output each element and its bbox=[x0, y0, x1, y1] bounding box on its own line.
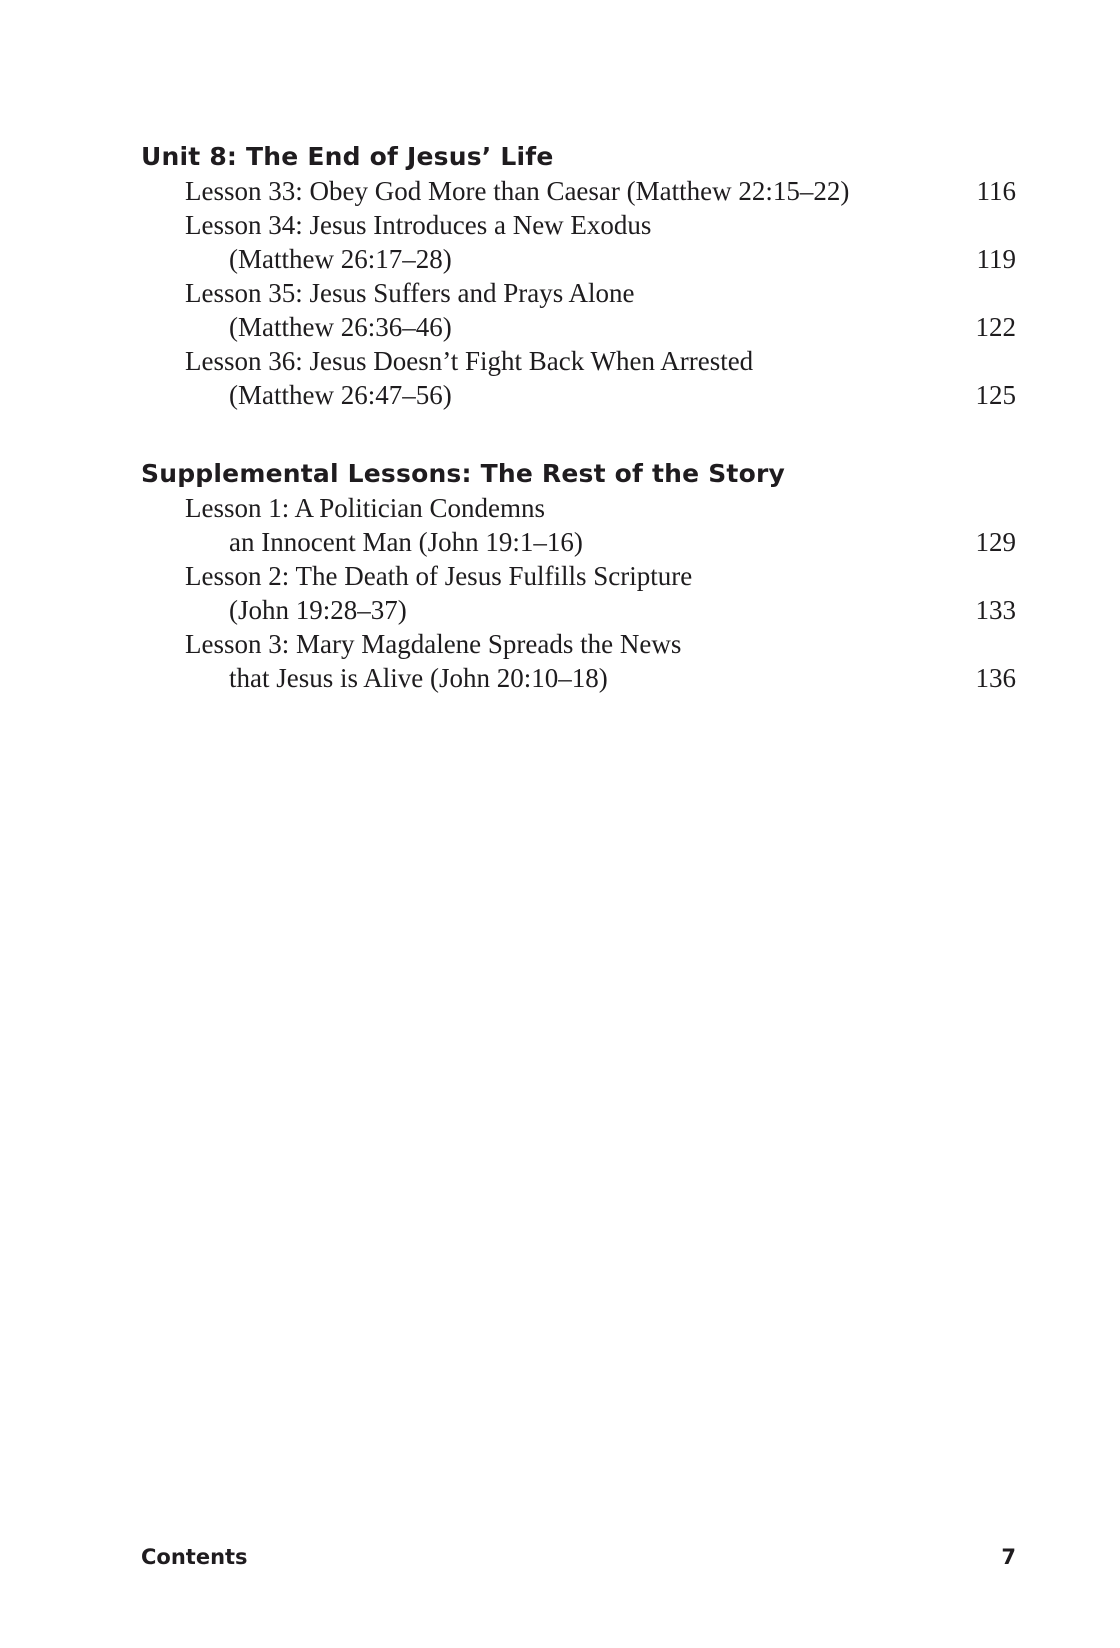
entry-page-number: 122 bbox=[975, 312, 1016, 342]
toc-entry-lesson-33[interactable] bbox=[141, 174, 1016, 208]
entry-title: Lesson 33: Obey God More than Caesar (Matthew 22:15–22) bbox=[185, 176, 850, 206]
toc-entry-supplemental-lesson-1[interactable] bbox=[141, 491, 1016, 559]
running-footer-section-label: Contents bbox=[141, 1545, 248, 1569]
toc-section-unit-8 bbox=[141, 140, 1016, 412]
entry-title-continuation bbox=[141, 661, 1016, 695]
entry-page-number: 133 bbox=[975, 595, 1016, 625]
entry-title-continuation bbox=[141, 242, 1016, 276]
entry-title-continuation bbox=[141, 378, 1016, 412]
entry-title-continuation bbox=[141, 310, 1016, 344]
section-heading: Supplemental Lessons: The Rest of the Story bbox=[141, 459, 785, 488]
entry-title: Lesson 3: Mary Magdalene Spreads the News bbox=[185, 629, 682, 659]
entry-title-continuation bbox=[141, 593, 1016, 627]
entry-reference: (Matthew 26:47–56) bbox=[229, 380, 452, 410]
entry-title-continuation bbox=[141, 525, 1016, 559]
entry-page-number: 125 bbox=[975, 380, 1016, 410]
entry-title: Lesson 1: A Politician Condemns bbox=[185, 493, 546, 523]
section-heading: Unit 8: The End of Jesus’ Life bbox=[141, 142, 554, 171]
entry-title: Lesson 2: The Death of Jesus Fulfills Scripture bbox=[185, 561, 693, 591]
toc-entry-lesson-36[interactable] bbox=[141, 344, 1016, 412]
entry-title: Lesson 34: Jesus Introduces a New Exodus bbox=[185, 210, 652, 240]
entry-reference: that Jesus is Alive (John 20:10–18) bbox=[229, 663, 608, 693]
entry-reference: (Matthew 26:17–28) bbox=[229, 244, 452, 274]
entry-page-number: 129 bbox=[975, 527, 1016, 557]
entry-reference: (Matthew 26:36–46) bbox=[229, 312, 452, 342]
toc-entry-lesson-35[interactable] bbox=[141, 276, 1016, 344]
toc-entry-supplemental-lesson-2[interactable] bbox=[141, 559, 1016, 627]
entry-title: Lesson 35: Jesus Suffers and Prays Alone bbox=[185, 278, 635, 308]
toc-entry-supplemental-lesson-3[interactable] bbox=[141, 627, 1016, 695]
toc-entry-lesson-34[interactable] bbox=[141, 208, 1016, 276]
entry-page-number: 136 bbox=[975, 663, 1016, 693]
entry-reference: an Innocent Man (John 19:1–16) bbox=[229, 527, 583, 557]
toc-section-supplemental bbox=[141, 457, 1016, 695]
entry-reference: (John 19:28–37) bbox=[229, 595, 407, 625]
entry-title: Lesson 36: Jesus Doesn’t Fight Back When Arrested bbox=[185, 346, 754, 376]
entry-page-number: 116 bbox=[976, 176, 1016, 206]
entry-page-number: 119 bbox=[976, 244, 1016, 274]
running-footer-page-number: 7 bbox=[1001, 1545, 1016, 1569]
